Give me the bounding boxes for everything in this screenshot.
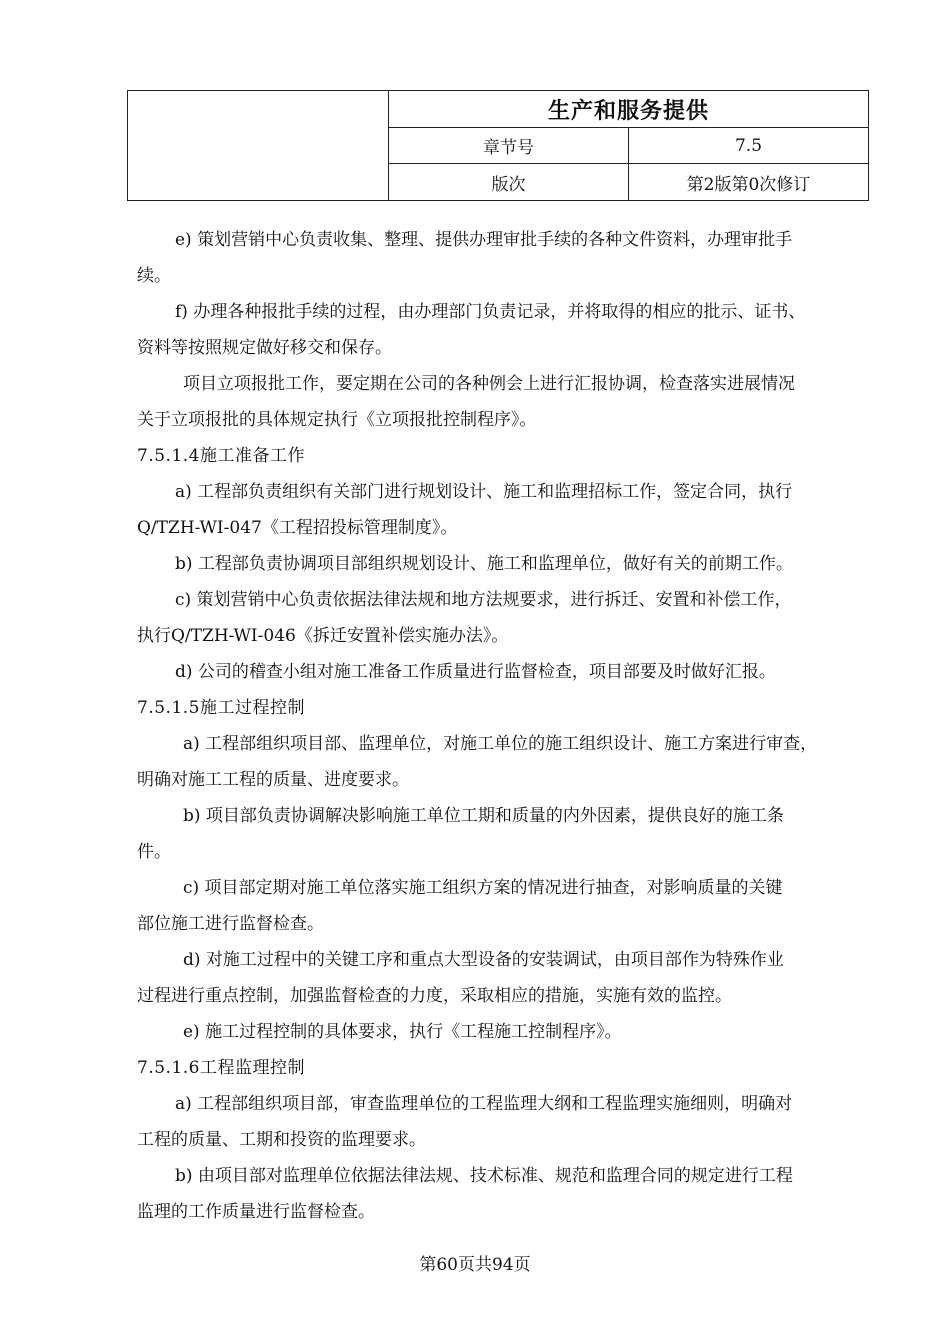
paragraph-line: c) 策划营销中心负责依据法律法规和地方法规要求，进行拆迁、安置和补偿工作， xyxy=(175,590,792,610)
logo-cell xyxy=(128,91,389,201)
section-heading: 7.5.1.4施工准备工作 xyxy=(137,446,305,466)
paragraph-line: f) 办理各种报批手续的过程，由办理部门负责记录，并将取得的相应的批示、证书、 xyxy=(175,302,806,322)
paragraph-line: 件。 xyxy=(137,842,171,862)
paragraph-line: b) 项目部负责协调解决影响施工单位工期和质量的内外因素，提供良好的施工条 xyxy=(183,806,784,826)
chapter-value: 7.5 xyxy=(629,128,869,164)
paragraph xyxy=(137,1086,869,1158)
paragraph-line: b) 工程部负责协调项目部组织规划设计、施工和监理单位，做好有关的前期工作。 xyxy=(175,554,793,574)
paragraph-line: 工程的质量、工期和投资的监理要求。 xyxy=(137,1130,426,1150)
paragraph-line: 执行Q/TZH-WI-046《拆迁安置补偿实施办法》。 xyxy=(137,626,509,646)
paragraph-line: 资料等按照规定做好移交和保存。 xyxy=(137,338,392,358)
paragraph xyxy=(137,474,869,546)
paragraph xyxy=(137,546,869,582)
paragraph xyxy=(137,726,869,798)
chapter-label: 章节号 xyxy=(389,128,629,164)
document-header-table xyxy=(127,90,869,201)
document-title: 生产和服务提供 xyxy=(389,91,869,128)
paragraph-line: 关于立项报批的具体规定执行《立项报批控制程序》。 xyxy=(137,410,537,430)
paragraph xyxy=(137,582,869,654)
paragraph-line: 续。 xyxy=(137,266,171,286)
paragraph xyxy=(137,942,869,1014)
paragraph xyxy=(137,798,869,870)
paragraph-line: a) 工程部组织项目部、监理单位，对施工单位的施工组织设计、施工方案进行审查， xyxy=(183,734,818,754)
paragraph xyxy=(137,366,869,438)
document-body xyxy=(137,222,869,1230)
paragraph-line: e) 策划营销中心负责收集、整理、提供办理审批手续的各种文件资料，办理审批手 xyxy=(175,230,793,250)
paragraph-line: 明确对施工工程的质量、进度要求。 xyxy=(137,770,409,790)
paragraph-line: 项目立项报批工作，要定期在公司的各种例会上进行汇报协调，检查落实进展情况 xyxy=(183,374,795,394)
edition-label: 版次 xyxy=(389,164,629,201)
paragraph-line: a) 工程部组织项目部，审查监理单位的工程监理大纲和工程监理实施细则，明确对 xyxy=(175,1094,793,1114)
paragraph xyxy=(137,1014,869,1050)
paragraph-line: b) 由项目部对监理单位依据法律法规、技术标准、规范和监理合同的规定进行工程 xyxy=(175,1166,793,1186)
paragraph xyxy=(137,222,869,294)
paragraph-line: e) 施工过程控制的具体要求，执行《工程施工控制程序》。 xyxy=(183,1022,622,1042)
paragraph-line: a) 工程部负责组织有关部门进行规划设计、施工和监理招标工作，签定合同，执行 xyxy=(175,482,793,502)
paragraph-line: 部位施工进行监督检查。 xyxy=(137,914,324,934)
paragraph-line: c) 项目部定期对施工单位落实施工组织方案的情况进行抽查，对影响质量的关键 xyxy=(183,878,783,898)
edition-value: 第2版第0次修订 xyxy=(629,164,869,201)
paragraph-line: 监理的工作质量进行监督检查。 xyxy=(137,1202,375,1222)
section-heading: 7.5.1.5施工过程控制 xyxy=(137,698,305,718)
paragraph xyxy=(137,1158,869,1230)
paragraph xyxy=(137,654,869,690)
section-heading: 7.5.1.6工程监理控制 xyxy=(137,1058,305,1078)
paragraph-line: Q/TZH-WI-047《工程招投标管理制度》。 xyxy=(137,518,458,538)
paragraph-line: d) 公司的稽查小组对施工准备工作质量进行监督检查，项目部要及时做好汇报。 xyxy=(175,662,776,682)
paragraph-line: 过程进行重点控制，加强监督检查的力度，采取相应的措施，实施有效的监控。 xyxy=(137,986,732,1006)
page-footer: 第60页共94页 xyxy=(419,1255,531,1275)
paragraph xyxy=(137,294,869,366)
paragraph-line: d) 对施工过程中的关键工序和重点大型设备的安装调试，由项目部作为特殊作业 xyxy=(183,950,784,970)
paragraph xyxy=(137,870,869,942)
